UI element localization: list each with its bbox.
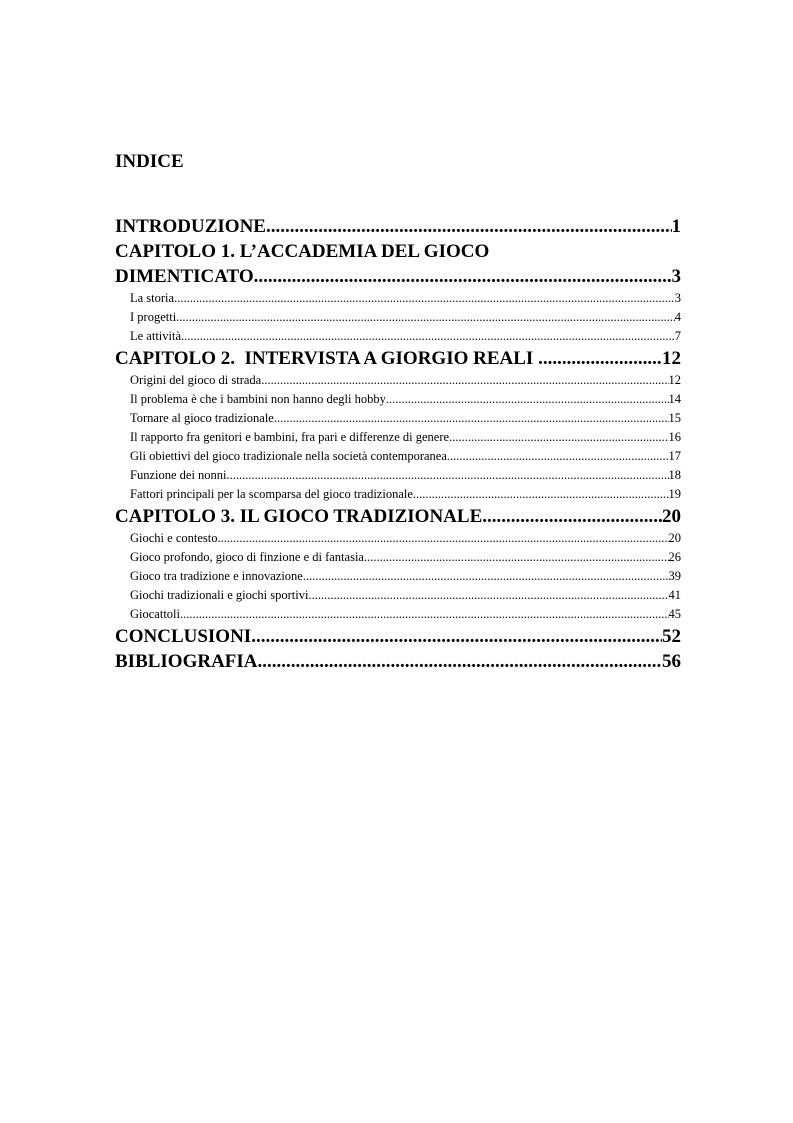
- toc-entry-label: CAPITOLO 3. IL GIOCO TRADIZIONALE: [115, 506, 483, 527]
- toc-leader-dots: [303, 567, 669, 586]
- toc-leader-dots: [181, 327, 675, 346]
- toc-subentry-label: Funzione dei nonni: [130, 468, 227, 482]
- toc-page-number: 4: [674, 310, 681, 324]
- toc-subentry-label: Fattori principali per la scomparsa del gioco tradizionale: [130, 487, 413, 501]
- toc-entry-introduzione[interactable]: [115, 214, 681, 239]
- toc-subentry[interactable]: [115, 567, 681, 586]
- toc-page-number: 45: [668, 607, 681, 621]
- toc-leader-dots: [261, 371, 668, 390]
- toc-subentry-label: Gioco tra tradizione e innovazione: [130, 569, 303, 583]
- toc-subentry[interactable]: [115, 390, 681, 409]
- toc-entry-label: INTRODUZIONE: [115, 216, 266, 237]
- table-of-contents: [115, 214, 681, 674]
- toc-subentry-label: La storia: [130, 291, 175, 305]
- toc-subentry[interactable]: [115, 548, 681, 567]
- toc-subentry[interactable]: [115, 289, 681, 308]
- toc-page-number: 20: [662, 506, 681, 527]
- toc-page-number: 20: [668, 531, 681, 545]
- toc-leader-dots: [174, 289, 675, 308]
- toc-leader-dots: [254, 264, 672, 289]
- toc-subentry-label: Le attività: [130, 329, 182, 343]
- toc-subentry-label: Tornare al gioco tradizionale: [130, 411, 274, 425]
- toc-page-number: 3: [671, 266, 681, 287]
- toc-entry-label: CAPITOLO 2. INTERVISTA A GIORGIO REALI: [115, 348, 539, 369]
- toc-leader-dots: [251, 624, 662, 649]
- toc-page-number: 1: [671, 216, 681, 237]
- toc-subentry-label: Giochi tradizionali e giochi sportivi: [130, 588, 309, 602]
- toc-subentry[interactable]: [115, 371, 681, 390]
- document-page: [115, 150, 681, 674]
- toc-subentry[interactable]: [115, 428, 681, 447]
- toc-entry-label: DIMENTICATO: [115, 266, 254, 287]
- toc-entry-capitolo-1[interactable]: [115, 264, 681, 289]
- toc-leader-dots: [364, 548, 669, 567]
- toc-subentry[interactable]: [115, 529, 681, 548]
- toc-page-number: 18: [668, 468, 681, 482]
- toc-subentry[interactable]: [115, 466, 681, 485]
- toc-subentry-label: Gioco profondo, gioco di finzione e di fantasia: [130, 550, 364, 564]
- toc-page-number: 41: [668, 588, 681, 602]
- toc-entry-capitolo-2[interactable]: [115, 346, 681, 371]
- toc-page-number: 3: [674, 291, 681, 305]
- toc-entry-capitolo-3[interactable]: [115, 504, 681, 529]
- toc-page-number: 12: [662, 348, 681, 369]
- toc-subentry[interactable]: [115, 409, 681, 428]
- toc-leader-dots: [258, 649, 662, 674]
- toc-leader-dots: [180, 605, 669, 624]
- toc-entry-conclusioni[interactable]: [115, 624, 681, 649]
- toc-entry-bibliografia[interactable]: [115, 649, 681, 674]
- toc-leader-dots: [217, 529, 668, 548]
- page-title: INDICE: [115, 151, 184, 172]
- toc-leader-dots: [449, 428, 668, 447]
- toc-subentry-label: Gli obiettivi del gioco tradizionale nella società contemporanea: [130, 449, 447, 463]
- toc-subentry[interactable]: [115, 447, 681, 466]
- toc-subentry-label: Il problema è che i bambini non hanno degli hobby: [130, 392, 386, 406]
- toc-entry-label: BIBLIOGRAFIA: [115, 651, 258, 672]
- toc-page-number: 52: [662, 626, 681, 647]
- toc-leader-dots: [413, 485, 669, 504]
- toc-subentry[interactable]: [115, 308, 681, 327]
- toc-page-number: 7: [674, 329, 681, 343]
- toc-subentry-label: Il rapporto fra genitori e bambini, fra pari e differenze di genere: [130, 430, 450, 444]
- toc-page-number: 39: [668, 569, 681, 583]
- toc-page-number: 12: [668, 373, 681, 387]
- toc-subentry-label: Origini del gioco di strada: [130, 373, 262, 387]
- toc-page-number: 56: [662, 651, 681, 672]
- toc-leader-dots: [308, 586, 668, 605]
- toc-subentry-label: Giocattoli: [130, 607, 180, 621]
- toc-leader-dots: [482, 504, 662, 529]
- toc-page-number: 14: [668, 392, 681, 406]
- toc-leader-dots: [176, 308, 675, 327]
- toc-subentry[interactable]: [115, 485, 681, 504]
- toc-page-number: 15: [668, 411, 681, 425]
- toc-entry-label: CONCLUSIONI: [115, 626, 252, 647]
- toc-subentry[interactable]: [115, 605, 681, 624]
- toc-subentry-label: I progetti: [130, 310, 177, 324]
- toc-page-number: 19: [668, 487, 681, 501]
- toc-subentry[interactable]: [115, 327, 681, 346]
- toc-leader-dots: [538, 346, 662, 371]
- toc-page-number: 16: [668, 430, 681, 444]
- toc-page-number: 26: [668, 550, 681, 564]
- toc-leader-dots: [266, 214, 672, 239]
- toc-leader-dots: [447, 447, 669, 466]
- toc-subentry[interactable]: [115, 586, 681, 605]
- toc-page-number: 17: [668, 449, 681, 463]
- toc-leader-dots: [386, 390, 669, 409]
- toc-entry-capitolo-1-line1[interactable]: CAPITOLO 1. L’ACCADEMIA DEL GIOCO: [115, 241, 490, 262]
- toc-leader-dots: [227, 466, 669, 485]
- toc-leader-dots: [274, 409, 669, 428]
- toc-subentry-label: Giochi e contesto: [130, 531, 218, 545]
